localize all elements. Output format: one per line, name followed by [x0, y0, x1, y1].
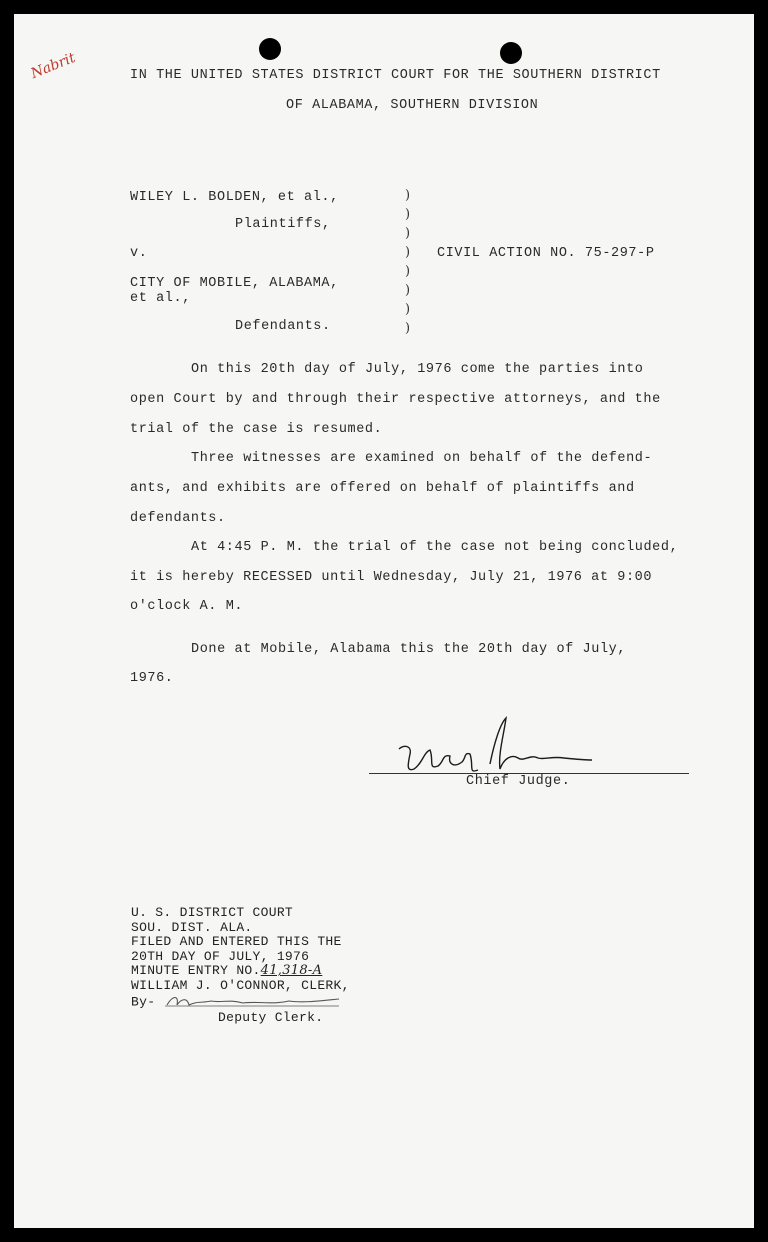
document-page — [14, 14, 754, 1228]
judge-title: Chief Judge. — [466, 774, 571, 789]
defendant-name-1: CITY OF MOBILE, ALABAMA, — [130, 276, 339, 291]
minute-entry-number: 41,318-A — [260, 963, 323, 978]
defendant-name-2: et al., — [130, 291, 191, 306]
paragraph-1-line-2: open Court by and through their respective attorneys, and the — [130, 392, 661, 407]
paragraph-3-line-2: it is hereby RECESSED until Wednesday, July 21, 1976 at 9:00 — [130, 570, 653, 585]
paragraph-4-line-1: Done at Mobile, Alabama this the 20th day of July, — [191, 642, 627, 657]
court-caption-line-2: OF ALABAMA, SOUTHERN DIVISION — [286, 98, 539, 113]
paragraph-3-line-1: At 4:45 P. M. the trial of the case not being concluded, — [191, 540, 679, 555]
stamp-line-2: SOU. DIST. ALA. — [131, 919, 253, 935]
punch-hole-left — [259, 38, 281, 60]
plaintiff-role: Plaintiffs, — [235, 217, 331, 232]
caption-brace: ) ) ) ) ) ) ) ) — [405, 188, 411, 336]
defendant-role: Defendants. — [235, 319, 331, 334]
stamp-line-8: Deputy Clerk. — [218, 1010, 324, 1025]
paragraph-1-line-3: trial of the case is resumed. — [130, 422, 383, 437]
paragraph-4-line-2: 1976. — [130, 671, 174, 686]
stamp-line-7 — [131, 993, 350, 1011]
by-label: By- — [131, 994, 156, 1010]
paragraph-2-line-2: ants, and exhibits are offered on behalf of plaintiffs and — [130, 481, 635, 496]
margin-note: Nabrit — [28, 49, 78, 83]
case-number: CIVIL ACTION NO. 75-297-P — [437, 246, 655, 261]
deputy-signature — [163, 993, 343, 1011]
stamp-line-4: 20TH DAY OF JULY, 1976 — [131, 948, 310, 964]
stamp-line-6: WILLIAM J. O'CONNOR, CLERK, — [131, 977, 350, 993]
punch-hole-right — [500, 42, 522, 64]
minute-entry-label: MINUTE ENTRY NO. — [131, 963, 261, 978]
stamp-line-1: U. S. DISTRICT COURT — [131, 905, 294, 920]
clerk-stamp — [131, 906, 350, 1026]
plaintiff-name: WILEY L. BOLDEN, et al., — [130, 190, 339, 205]
paragraph-2-line-3: defendants. — [130, 511, 226, 526]
paragraph-1-line-1: On this 20th day of July, 1976 come the parties into — [191, 362, 644, 377]
versus: v. — [130, 246, 148, 261]
stamp-line-5 — [131, 964, 350, 979]
stamp-line-3: FILED AND ENTERED THIS THE — [131, 934, 342, 949]
court-caption-line-1: IN THE UNITED STATES DISTRICT COURT FOR THE SOUTHERN DISTRICT — [130, 68, 661, 83]
paragraph-3-line-3: o'clock A. M. — [130, 599, 244, 614]
paragraph-2-line-1: Three witnesses are examined on behalf of the defend- — [191, 451, 653, 466]
